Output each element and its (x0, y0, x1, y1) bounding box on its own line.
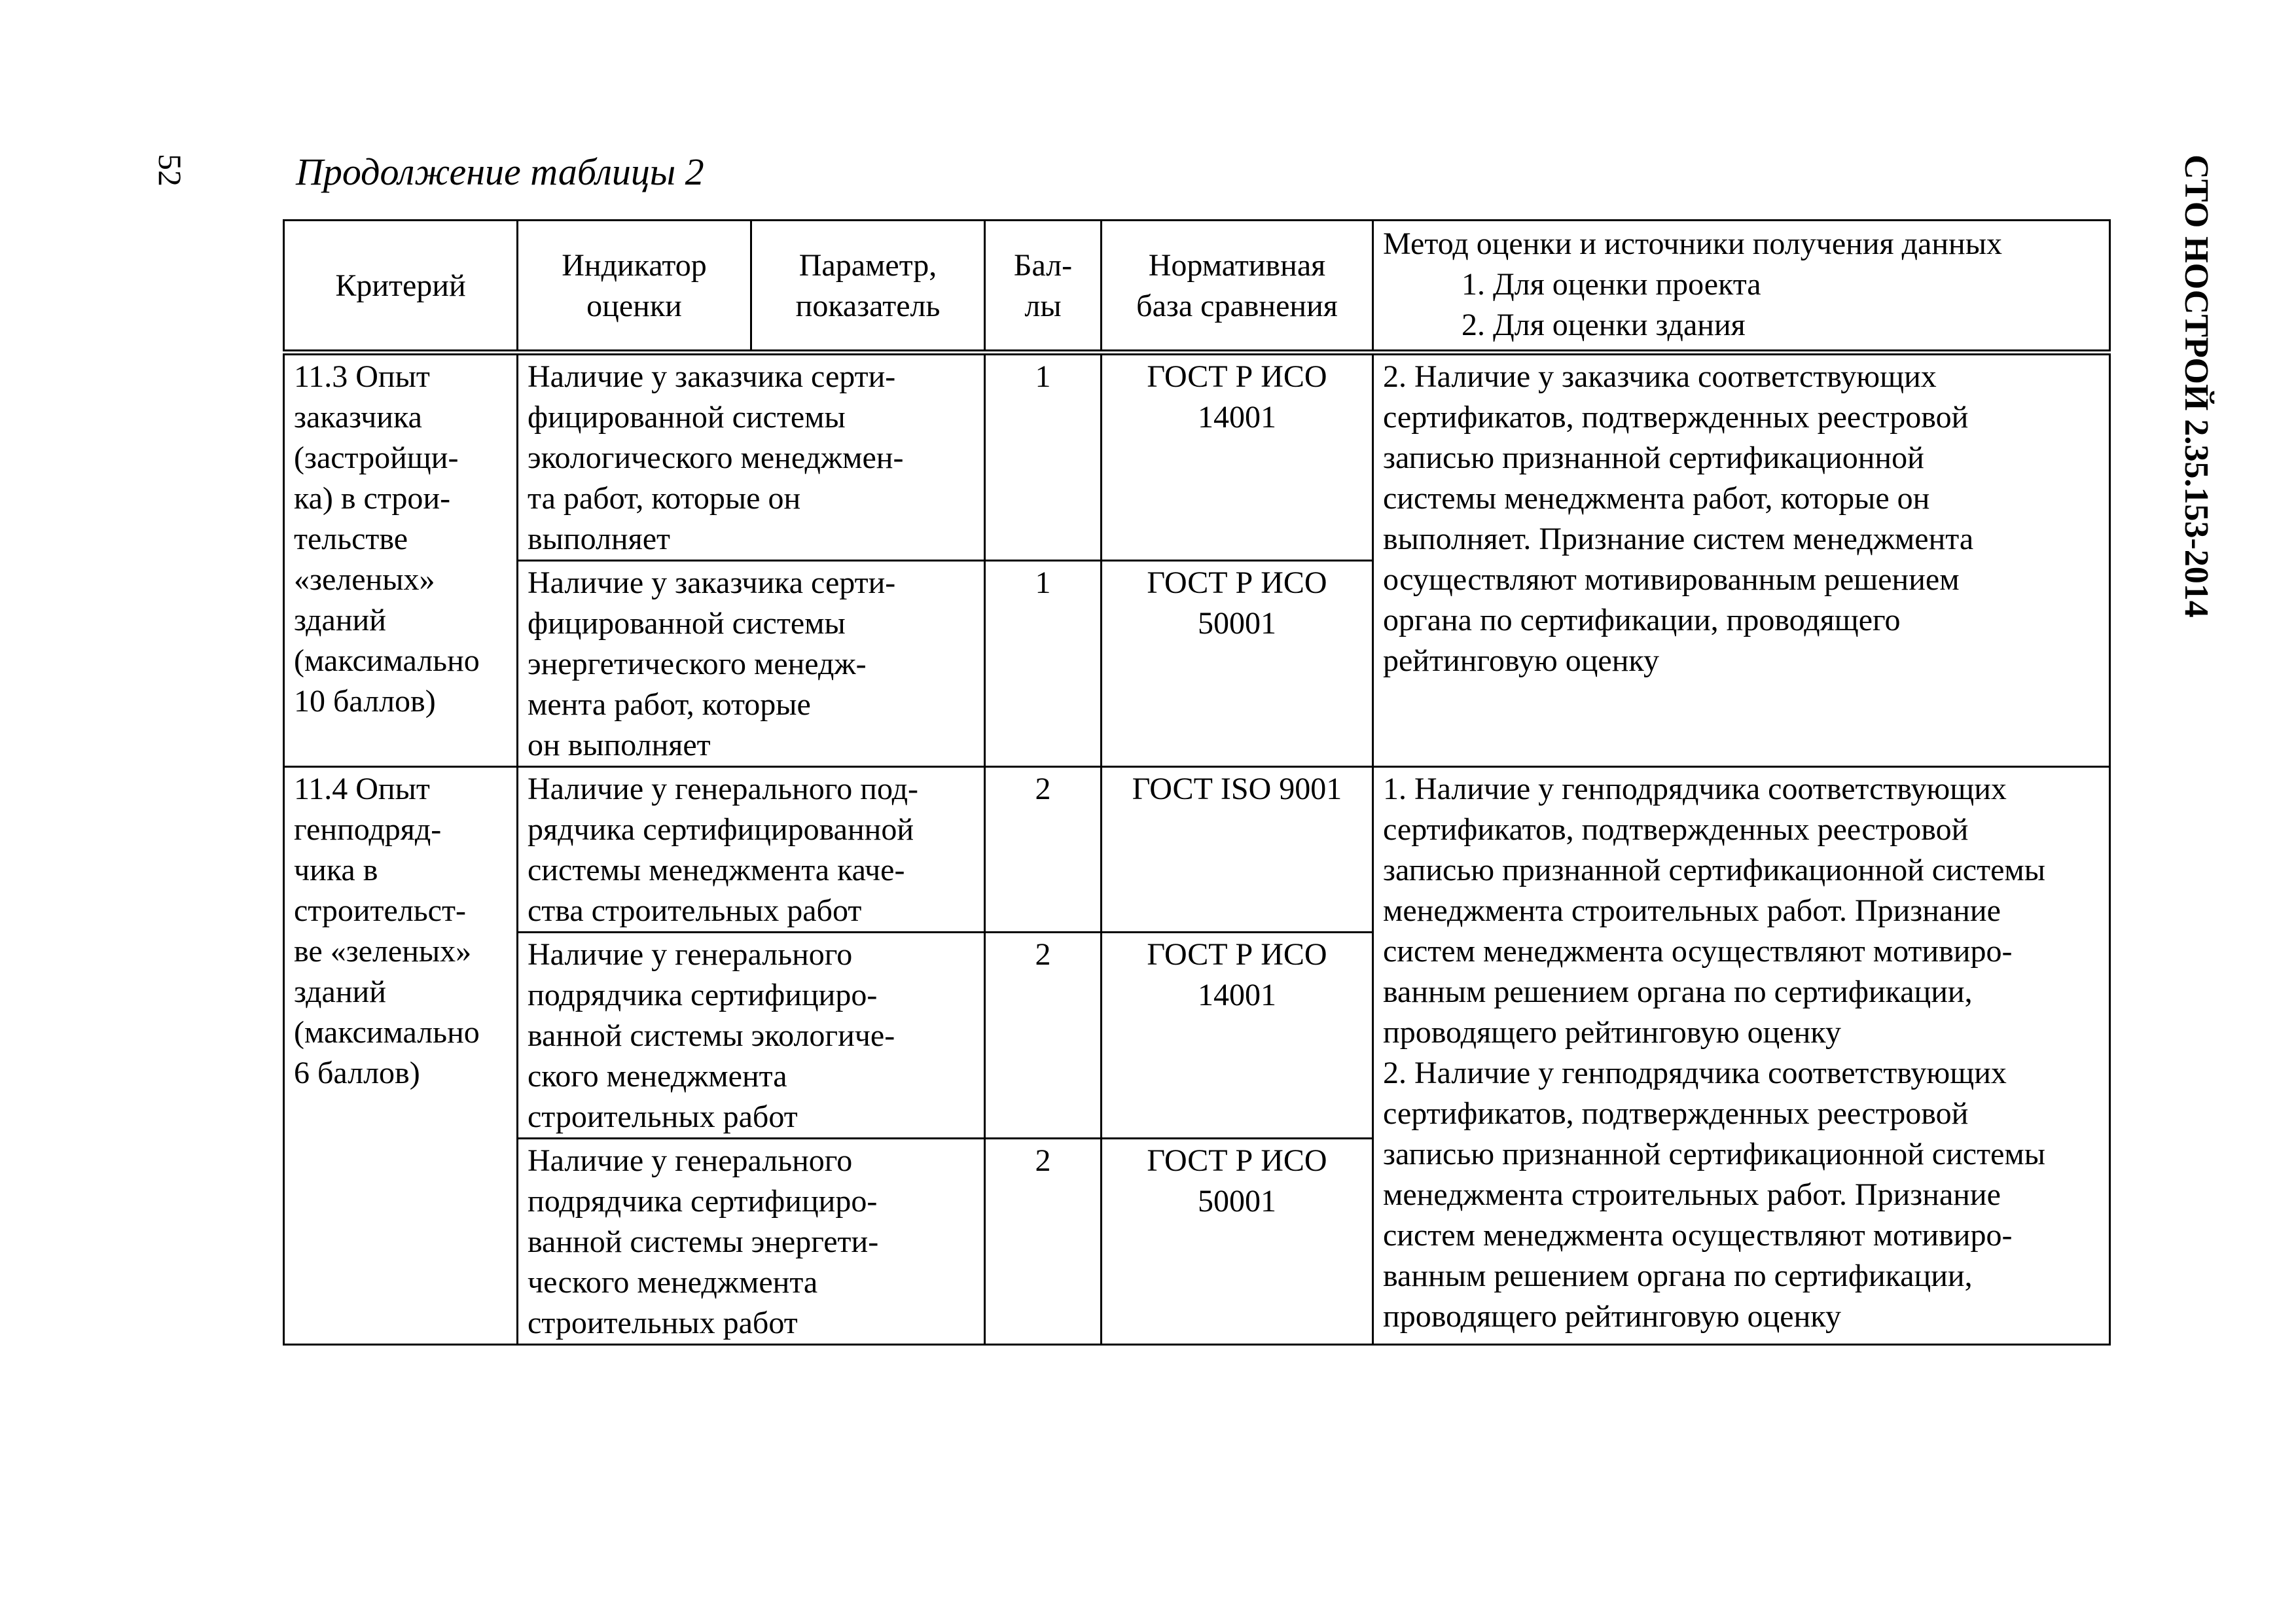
header-method-item-1: 1. Для оценки проекта (1462, 267, 1761, 302)
norm-cell: ГОСТ Р ИСО 14001 (1102, 933, 1373, 1139)
method-cell-11-3: 2. Наличие у заказчика соответствующих сертификатов, подтвержденных реестровой записью признанной сертификационной системы менеджмента работ, которые он выполняет. Признание систем менеджмента осуществляют мотивированным решением органа по сертификации, проводящего рейтинговую оценку (1373, 353, 2110, 767)
indicator-cell: Наличие у генерального под- рядчика сертифицированной системы менеджмента каче- ства строительных работ (518, 767, 985, 933)
norm-cell: ГОСТ Р ИСО 50001 (1102, 1139, 1373, 1345)
norm-cell: ГОСТ Р ИСО 14001 (1102, 353, 1373, 561)
table-row (284, 767, 2110, 933)
indicator-cell: Наличие у генерального подрядчика сертифициро- ванной системы энергети- ческого менеджмента строительных работ (518, 1139, 985, 1345)
points-cell: 2 (985, 933, 1102, 1139)
points-cell: 1 (985, 353, 1102, 561)
header-method (1373, 221, 2110, 353)
indicator-cell: Наличие у заказчика серти- фицированной системы энергетического менедж- мента работ, которые он выполняет (518, 561, 985, 767)
table-header-row (284, 221, 2110, 353)
points-cell: 2 (985, 1139, 1102, 1345)
table-row (284, 353, 2110, 561)
header-method-title: Метод оценки и источники получения данных (1383, 226, 2002, 261)
method-cell-11-4: 1. Наличие у генподрядчика соответствующих сертификатов, подтвержденных реестровой записью признанной сертификационной системы менеджмента строительных работ. Признание систем менеджмента осуществляют мотивиро- ванным решением органа по сертификации, проводящего рейтинговую оценку 2. Наличие у генподрядчика соответствующих сертификатов, подтвержденных реестровой записью признанной сертификационной системы менеджмента строительных работ. Признание систем менеджмента осуществляют мотивиро- ванным решением органа по сертификации, проводящего рейтинговую оценку (1373, 767, 2110, 1345)
header-indicator: Индикатор оценки (518, 221, 751, 353)
document-code: СТО НОСТРОЙ 2.35.153-2014 (2178, 154, 2215, 618)
header-criterion: Критерий (284, 221, 518, 353)
indicator-cell: Наличие у заказчика серти- фицированной системы экологического менеджмен- та работ, которые он выполняет (518, 353, 985, 561)
header-method-item-2: 2. Для оценки здания (1462, 308, 1746, 342)
header-points: Бал- лы (985, 221, 1102, 353)
points-cell: 1 (985, 561, 1102, 767)
norm-cell: ГОСТ ISO 9001 (1102, 767, 1373, 933)
table-caption: Продолжение таблицы 2 (296, 151, 704, 193)
page-number: 52 (152, 154, 188, 187)
header-norm-base: Нормативная база сравнения (1102, 221, 1373, 353)
points-cell: 2 (985, 767, 1102, 933)
norm-cell: ГОСТ Р ИСО 50001 (1102, 561, 1373, 767)
header-parameter: Параметр, показатель (751, 221, 985, 353)
indicator-cell: Наличие у генерального подрядчика сертифициро- ванной системы экологиче- ского менеджмента строительных работ (518, 933, 985, 1139)
criteria-table (283, 219, 2111, 1346)
criterion-cell-11-3: 11.3 Опыт заказчика (застройщи- ка) в строи- тельстве «зеленых» зданий (максимально 10 баллов) (284, 353, 518, 767)
criterion-cell-11-4: 11.4 Опыт генподряд- чика в строительст- ве «зеленых» зданий (максимально 6 баллов) (284, 767, 518, 1345)
